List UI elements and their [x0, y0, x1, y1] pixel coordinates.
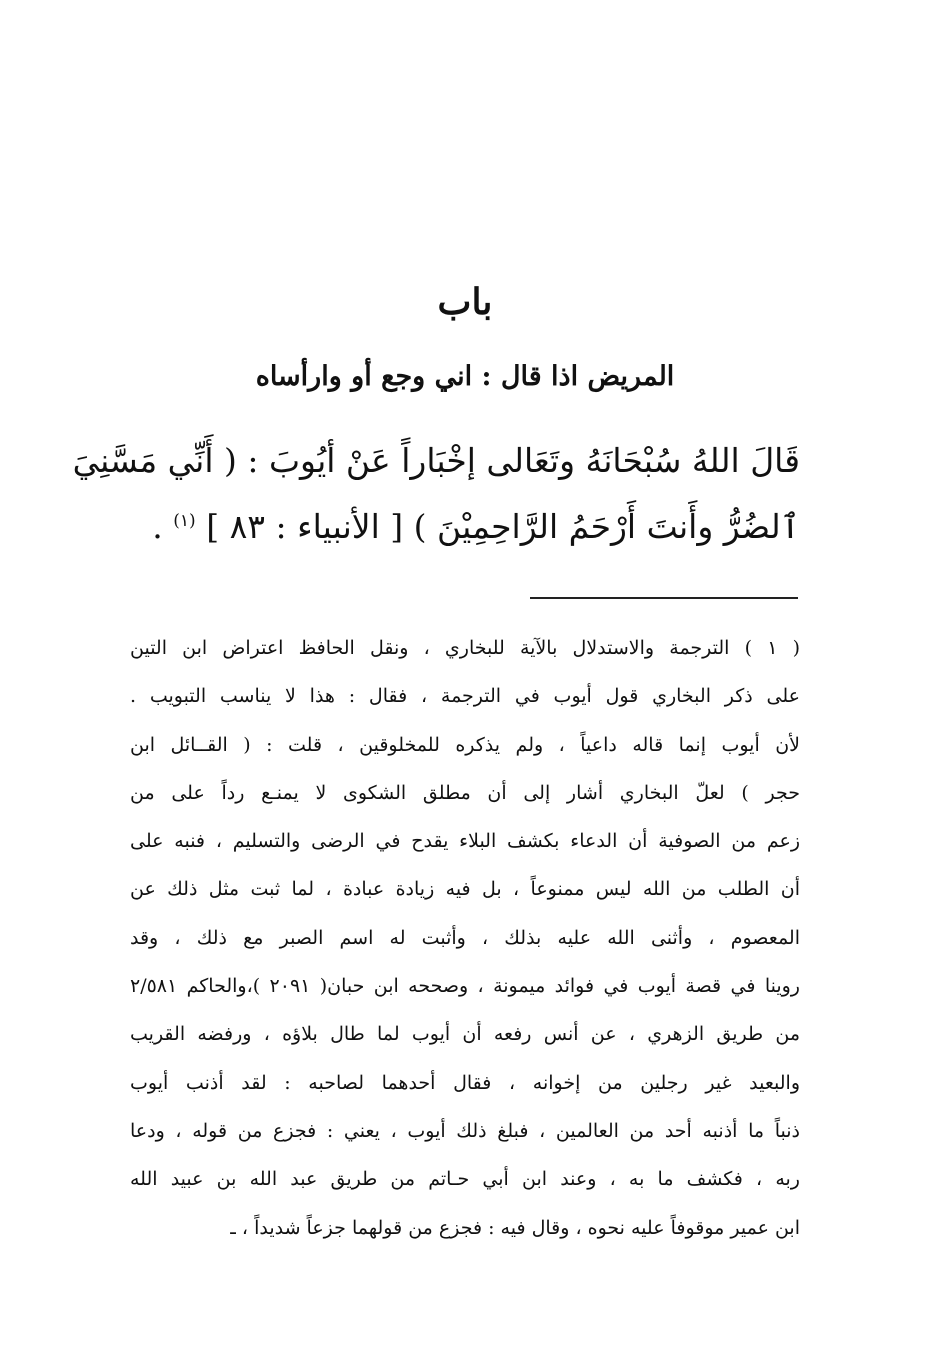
footnote: [130, 624, 800, 1252]
chapter-heading: باب: [437, 281, 493, 323]
verse-line-1: قَالَ اللهُ سُبْحَانَهُ وتَعَالى إخْبَاراً عَنْ أيُوبَ : ( أَنِّي مَسَّنِيَ: [72, 441, 800, 480]
footnote-line: من طريق الزهري ، عن أنس رفعه أن أيوب لما طال بلاؤه ، ورفضه القريب: [130, 1023, 800, 1046]
footnote-line: حجر ) لعلّ البخاري أشار إلى أن مطلق الشكوى لا يمنـع رداً على من: [130, 781, 800, 804]
footnote-line: روينا في قصة أيوب في فوائد ميمونة ، وصححه ابن حبان( ٢٠٩١ )،والحاكم ٢/٥٨١: [130, 975, 800, 998]
verse-end-mark: .: [152, 507, 163, 546]
footnote-reference: (١): [173, 511, 196, 531]
footnote-line: ذنباً ما أذنبه أحد من العالمين ، فبلغ ذلك أيوب ، يعني : فجزع من قوله ، ودعا: [130, 1119, 800, 1142]
footnote-divider: [530, 597, 798, 599]
footnote-line: على ذكر البخاري قول أيوب في الترجمة ، فقال : هذا لا يناسب التبويب .: [130, 685, 800, 708]
footnote-line: والبعيد غير رجلين من إخوانه ، فقال أحدهما لصاحبه : لقد أذنب أيوب: [130, 1071, 800, 1094]
footnote-line: ( ١ ) الترجمة والاستدلال بالآية للبخاري ، ونقل الحافظ اعتراض ابن التين: [130, 637, 800, 659]
footnote-line: لأن أيوب إنما قاله داعياً ، ولم يذكره للمخلوقين ، قلت : ( القــائل ابن: [130, 733, 800, 756]
footnote-line: المعصوم ، وأثنى الله عليه بذلك ، وأثبت له اسم الصبر مع ذلك ، وقد: [130, 926, 800, 949]
footnote-line: أن الطلب من الله ليس ممنوعاً ، بل فيه زيادة عبادة ، لما ثبت مثل ذلك عن: [130, 878, 800, 901]
footnote-line: ابن عمير موقوفاً عليه نحوه ، وقال فيه : فجزع من قولهما جزعاً شديداً ، ـ: [230, 1216, 800, 1239]
footnote-line: ربه ، فكشف ما به ، وعند ابن أبي حـاتم من طريق عبد الله بن عبيد الله: [130, 1168, 800, 1191]
footnote-line: زعم من الصوفية أن الدعاء بكشف البلاء يقدح في الرضى والتسليم ، فنبه على: [130, 830, 800, 853]
quran-verse: [72, 428, 800, 560]
chapter-title: المريض اذا قال : اني وجع أو وارأساه: [255, 361, 675, 392]
verse-line-2: ٱلضُرُّ وأَنتَ أَرْحَمُ الرَّاحِمِيْنَ ) [ الأنبياء : ٨٣ ]: [206, 507, 800, 546]
